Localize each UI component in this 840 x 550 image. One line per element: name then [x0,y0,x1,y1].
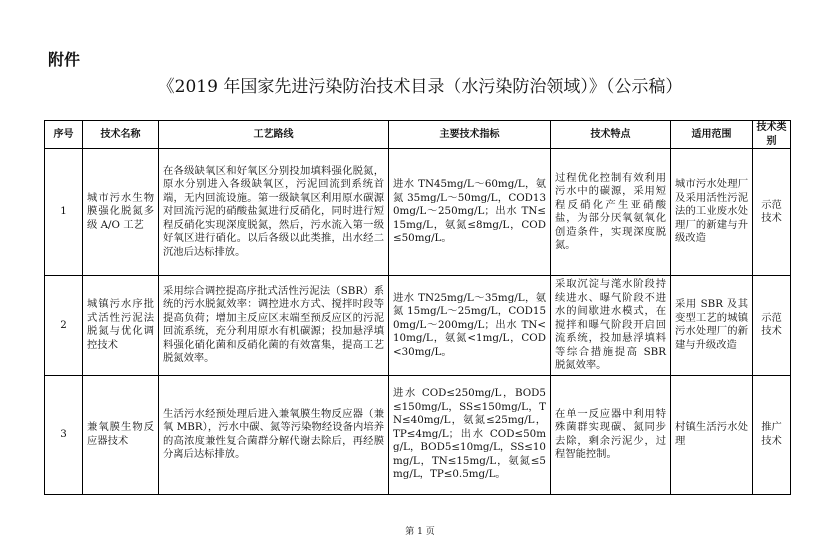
row-route: 采用综合调控提高序批式活性污泥法（SBR）系统的污水脱氮效率：调控进水方式、搅拌时段等提高负荷；增加主反应区末端至预反应区的污泥回流系统，充分利用原水有机碳源；投加悬浮填料强化硝化菌和反硝化菌的有效富集，提高工艺脱氮效率。 [159,276,389,376]
row-no: 2 [45,276,83,376]
row-no: 3 [45,375,83,494]
row-features: 采取沉淀与滗水阶段持续进水、曝气阶段不进水的间歇进水模式，在搅拌和曝气阶段开启回流系统，投加悬浮填料等综合措施提高 SBR 脱氮效率。 [551,276,671,376]
table-row [45,149,791,276]
header-route: 工艺路线 [159,121,389,149]
row-scope: 城市污水处理厂及采用活性污泥法的工业废水处理厂的新建与升级改造 [671,149,753,276]
technology-table [44,120,791,495]
header-indicators: 主要技术指标 [389,121,551,149]
row-scope: 采用 SBR 及其变型工艺的城镇污水处理厂的新建与升级改造 [671,276,753,376]
table-row [45,276,791,376]
header-category: 技术类别 [753,121,791,149]
row-features: 在单一反应器中利用特殊菌群实现碳、氮同步去除，剩余污泥少，过程智能控制。 [551,375,671,494]
row-name: 兼氧膜生物反应器技术 [83,375,159,494]
row-category: 示范技术 [753,276,791,376]
document-title: 《2019 年国家先进污染防治技术目录（水污染防治领域）》（公示稿） [157,77,683,97]
header-features: 技术特点 [551,121,671,149]
row-route: 在各级缺氧区和好氧区分别投加填料强化脱氮，原水分别进入各级缺氧区，污泥回流到系统首端，无内回流设施。第一级缺氧区利用原水碳源对回流污泥的硝酸盐氮进行反硝化，同时进行短程反硝化实现深度脱氮，然后，污水流入第一级好氧区进行硝化。以后各级以此类推，出水经二沉池后达标排放。 [159,149,389,276]
row-indicators: 进水 COD≤250mg/L，BOD5≤150mg/L，SS≤150mg/L，TN≤40mg/L，氨氮≤25mg/L，TP≤4mg/L；出水 COD≤50mg/L，BOD5≤10mg/L，SS≤10mg/L，TN≤15mg/L，氨氮≤5mg/L，TP≤0.5mg/L。 [389,375,551,494]
table-header-row [45,121,791,149]
row-category: 示范技术 [753,149,791,276]
row-no: 1 [45,149,83,276]
header-no: 序号 [45,121,83,149]
row-indicators: 进水 TN45mg/L～60mg/L，氨氮 35mg/L～50mg/L，COD130mg/L～250mg/L；出水 TN≤15mg/L，氨氮≤8mg/L，COD≤50mg/L。 [389,149,551,276]
header-scope: 适用范围 [671,121,753,149]
attachment-label: 附件 [48,50,81,69]
row-name: 城市污水生物膜强化脱氮多级 A/O 工艺 [83,149,159,276]
row-route: 生活污水经预处理后进入兼氧膜生物反应器（兼氧 MBR），污水中碳、氮等污染物经设备内培养的高浓度兼性复合菌群分解代谢去除后，再经膜分离后达标排放。 [159,375,389,494]
row-name: 城镇污水序批式活性污泥法脱氮与优化调控技术 [83,276,159,376]
row-category: 推广技术 [753,375,791,494]
row-features: 过程优化控制有效利用污水中的碳源，采用短程反硝化产生亚硝酸盐，为部分厌氧氨氧化创造条件，实现深度脱氮。 [551,149,671,276]
header-name: 技术名称 [83,121,159,149]
page-number: 第 1 页 [405,527,435,537]
row-indicators: 进水 TN25mg/L～35mg/L，氨氮 15mg/L～25mg/L，COD150mg/L～200mg/L；出水 TN<10mg/L，氨氮<1mg/L，COD<30mg/L。 [389,276,551,376]
table-row [45,375,791,494]
row-scope: 村镇生活污水处理 [671,375,753,494]
